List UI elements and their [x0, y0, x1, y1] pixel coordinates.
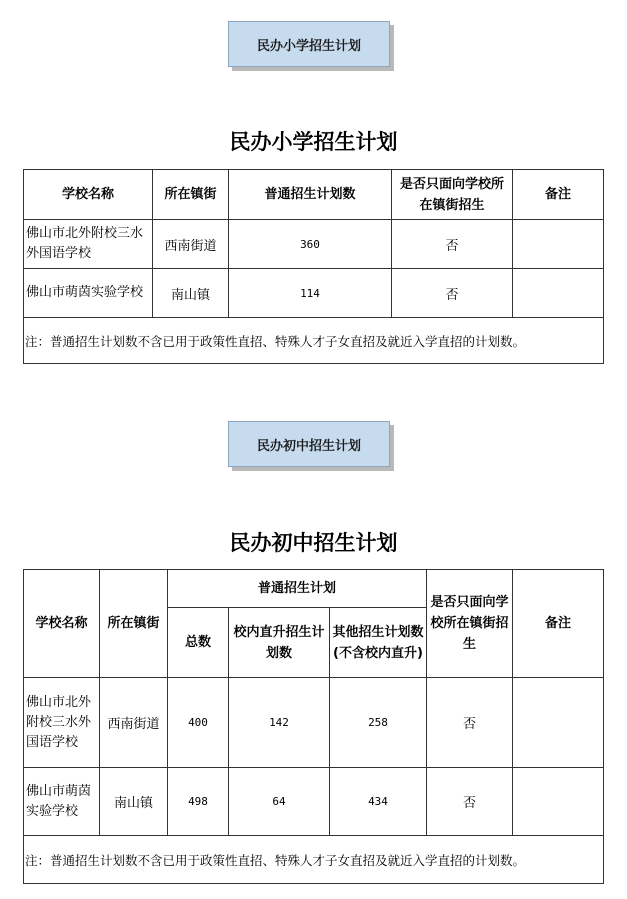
middle-plan-table [23, 569, 604, 884]
cell-remark [513, 678, 604, 768]
table-row [24, 678, 604, 768]
header-only-local: 是否只面向学校所在镇街招生 [427, 570, 513, 678]
table-row [24, 768, 604, 836]
cell-plan: 360 [229, 220, 392, 269]
cell-only-local: 否 [392, 220, 513, 269]
middle-plan-title: 民办初中招生计划 [229, 530, 398, 555]
header-remark: 备注 [513, 170, 604, 220]
cell-school: 佛山市萌茵实验学校 [24, 768, 100, 836]
table-note: 注：普通招生计划数不含已用于政策性直招、特殊人才子女直招及就近入学直招的计划数。 [24, 836, 604, 884]
cell-internal: 64 [229, 768, 330, 836]
cell-other: 434 [330, 768, 427, 836]
header-plan-group: 普通招生计划 [168, 570, 427, 608]
note-row [24, 836, 604, 884]
header-only-local: 是否只面向学校所在镇街招生 [392, 170, 513, 220]
cell-remark [513, 220, 604, 269]
cell-internal: 142 [229, 678, 330, 768]
note-row [24, 318, 604, 364]
cell-only-local: 否 [392, 269, 513, 318]
cell-school: 佛山市北外附校三水外国语学校 [24, 678, 100, 768]
header-plan: 普通招生计划数 [229, 170, 392, 220]
cell-town: 南山镇 [153, 269, 229, 318]
header-internal: 校内直升招生计划数 [229, 608, 330, 678]
cell-school: 佛山市北外附校三水外国语学校 [24, 220, 153, 269]
table-note: 注：普通招生计划数不含已用于政策性直招、特殊人才子女直招及就近入学直招的计划数。 [24, 318, 604, 364]
cell-town: 南山镇 [100, 768, 168, 836]
cell-plan: 114 [229, 269, 392, 318]
cell-town: 西南街道 [100, 678, 168, 768]
cell-school: 佛山市萌茵实验学校 [24, 269, 153, 318]
cell-only-local: 否 [427, 768, 513, 836]
table-row [24, 220, 604, 269]
header-remark: 备注 [513, 570, 604, 678]
table-row [24, 269, 604, 318]
header-town: 所在镇街 [153, 170, 229, 220]
header-school: 学校名称 [24, 170, 153, 220]
primary-plan-table [23, 169, 604, 364]
cell-remark [513, 269, 604, 318]
table-header-row [24, 570, 604, 608]
primary-plan-badge: 民办小学招生计划 [228, 21, 390, 67]
header-school: 学校名称 [24, 570, 100, 678]
cell-other: 258 [330, 678, 427, 768]
header-town: 所在镇街 [100, 570, 168, 678]
primary-plan-title: 民办小学招生计划 [229, 129, 398, 154]
table-header-row [24, 170, 604, 220]
cell-remark [513, 768, 604, 836]
cell-total: 498 [168, 768, 229, 836]
cell-town: 西南街道 [153, 220, 229, 269]
header-total: 总数 [168, 608, 229, 678]
header-other: 其他招生计划数(不含校内直升) [330, 608, 427, 678]
cell-total: 400 [168, 678, 229, 768]
cell-only-local: 否 [427, 678, 513, 768]
middle-plan-badge: 民办初中招生计划 [228, 421, 390, 467]
